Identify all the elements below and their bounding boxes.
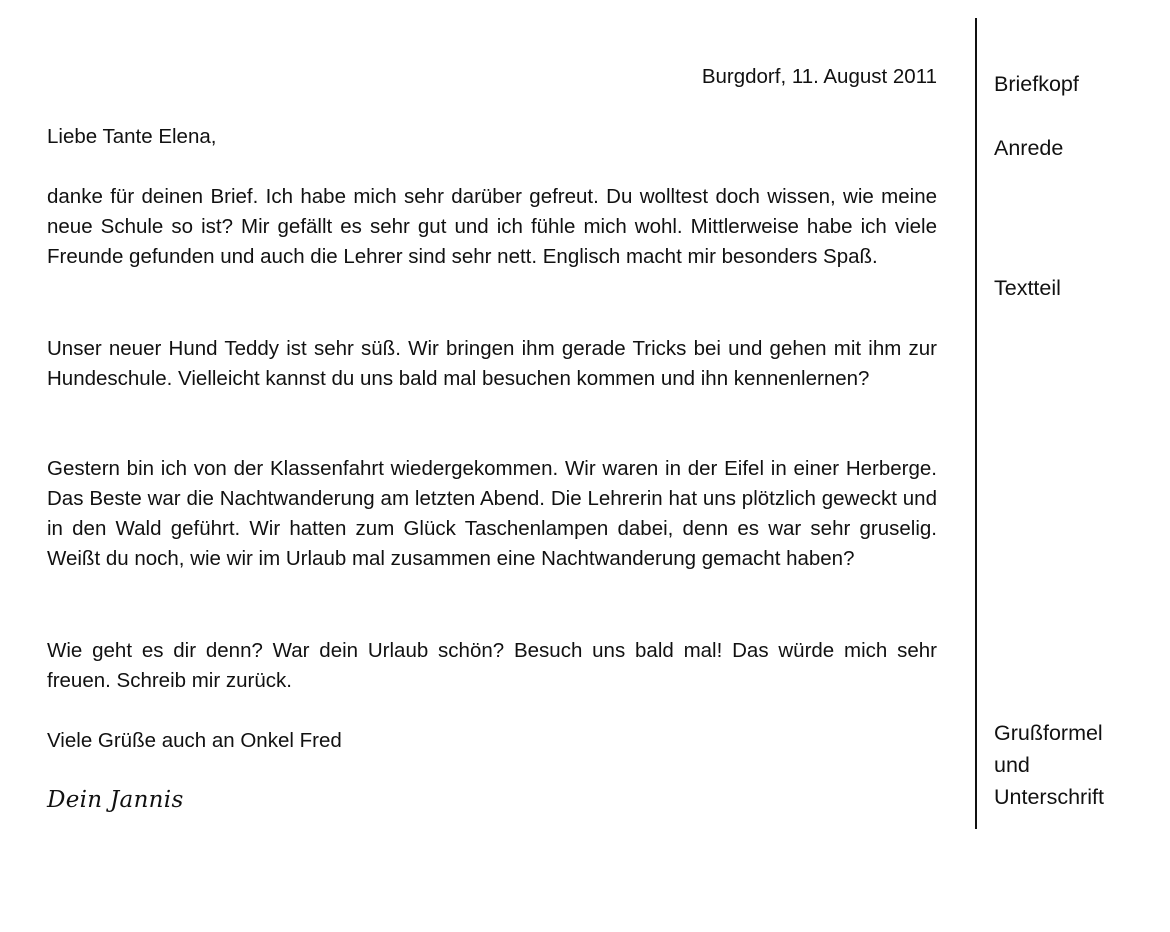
label-grussformel-group [994, 716, 1104, 814]
label-textteil: Textteil [994, 276, 1061, 300]
label-grussformel: Grußformel [994, 721, 1103, 745]
paragraph-questions: Wie geht es dir denn? War dein Urlaub schön? Besuch uns bald mal! Das würde mich sehr freuen. Schreib mir zurück. [47, 639, 937, 692]
paragraph-school: danke für deinen Brief. Ich habe mich sehr darüber gefreut. Du wolltest doch wissen, wie meine neue Schule so ist? Mir gefällt es sehr gut und ich fühle mich wohl. Mittlerweise habe ich viele Freunde gefunden und auch die Lehrer sind sehr nett. Englisch macht mir besonders Spaß. [47, 185, 937, 268]
paragraph-class-trip: Gestern bin ich von der Klassenfahrt wiedergekommen. Wir waren in der Eifel in einer Herberge. Das Beste war die Nachtwanderung am letzten Abend. Die Lehrerin hat uns plötzlich geweckt und in den Wald geführt. Wir hatten zum Glück Taschenlampen dabei, denn es war sehr gruselig. Weißt du noch, wie wir im Urlaub mal zusammen eine Nachtwanderung gemacht haben? [47, 457, 937, 570]
label-briefkopf: Briefkopf [994, 72, 1079, 96]
vertical-divider [975, 18, 977, 829]
label-anrede: Anrede [994, 136, 1064, 160]
signature: Dein Jannis [47, 787, 184, 813]
closing-line: Viele Grüße auch an Onkel Fred [47, 729, 342, 752]
salutation: Liebe Tante Elena, [47, 125, 217, 148]
label-und: und [994, 753, 1030, 777]
date-line: Burgdorf, 11. August 2011 [701, 65, 937, 88]
paragraph-dog: Unser neuer Hund Teddy ist sehr süß. Wir bringen ihm gerade Tricks bei und gehen mit ihm zur Hundeschule. Vielleicht kannst du uns bald mal besuchen kommen und ihn kennenlernen? [47, 337, 937, 390]
label-unterschrift: Unterschrift [994, 785, 1104, 809]
